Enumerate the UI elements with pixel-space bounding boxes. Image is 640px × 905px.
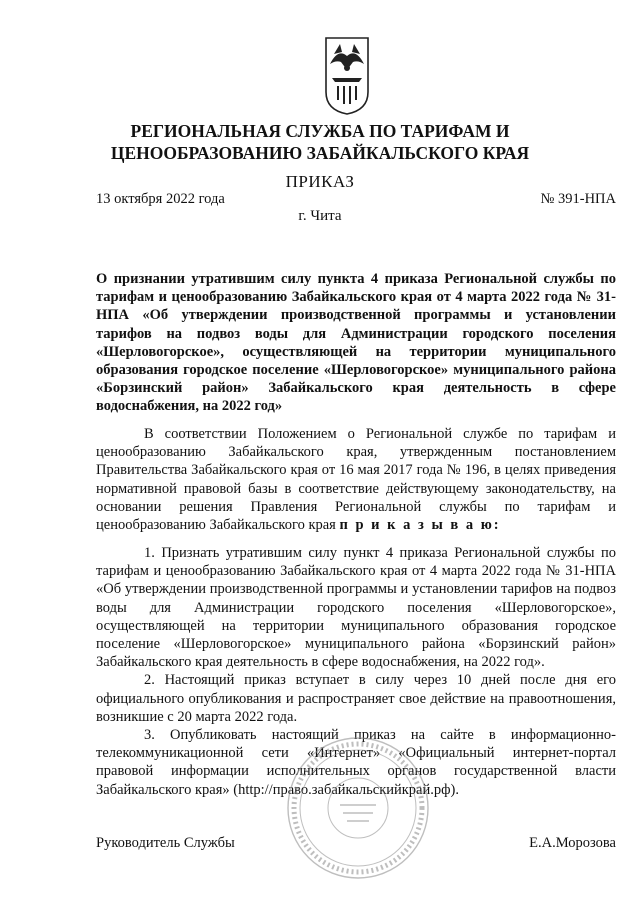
preamble-paragraph <box>96 425 616 534</box>
coat-of-arms-icon <box>318 34 376 116</box>
document-type: ПРИКАЗ <box>285 172 355 191</box>
order-item-3: 3. Опубликовать настоящий приказ на сайте в информационно-телекоммуникационной сети «Интернет» «Официальный интернет-портал правовой информации исполнительных органов государственной власти Забайкальского края» (http://право.забайкальскийкрай.рф). <box>96 727 616 798</box>
document-number: № 391-НПА <box>540 191 616 207</box>
signature-name: Е.А.Морозова <box>529 835 616 851</box>
order-word: п р и к а з ы в а ю: <box>339 517 501 534</box>
agency-line-2: ЦЕНООБРАЗОВАНИЮ ЗАБАЙКАЛЬСКОГО КРАЯ <box>110 143 530 163</box>
official-seal-stamp <box>285 735 431 881</box>
signature-role: Руководитель Службы <box>96 835 235 851</box>
preamble-text: В соответствии Положением о Региональной службе по тарифам и ценообразованию Забайкальского края, утвержденным постановлением Правительства Забайкальского края от 16 мая 2017 года № 196, в целях приведения нормативной правовой базы в соответствие действующему законодательству, на основании решения Правления Региональной службы по тарифам и ценообразованию Забайкальского края <box>96 426 616 534</box>
order-item-2: 2. Настоящий приказ вступает в силу через 10 дней после дня его официального опубликования и распространяет свое действие на правоотношения, возникшие с 20 марта 2022 года. <box>96 672 616 725</box>
agency-name <box>0 120 640 164</box>
order-item-1: 1. Признать утратившим силу пункт 4 приказа Региональной службы по тарифам и ценообразованию Забайкальского края от 4 марта 2022 года № 31-НПА «Об утверждении производственной программы и установлении тарифов на подвоз воды для Администрации городского поселения «Шерловогорское», осуществляющей на территории муниципального образования городское поселение «Шерловогорское» муниципального района «Борзинский район» Забайкальского края деятельность в сфере водоснабжения, на 2022 год». <box>96 545 616 671</box>
agency-line-1: РЕГИОНАЛЬНАЯ СЛУЖБА ПО ТАРИФАМ И <box>130 121 510 141</box>
document-title: О признании утратившим силу пункта 4 приказа Региональной службы по тарифам и ценообразованию Забайкальского края от 4 марта 2022 года № 31-НПА «Об утверждении производственной программы и установлении тарифов на подвоз воды для Администрации городского поселения «Шерловогорское», осуществляющей на территории муниципального образования городское поселение «Шерловогорское» муниципального района «Борзинский район» Забайкальского края деятельность в сфере водоснабжения, на 2022 год» <box>96 271 616 415</box>
document-city: г. Чита <box>298 208 342 224</box>
document-date: 13 октября 2022 года <box>96 191 225 207</box>
